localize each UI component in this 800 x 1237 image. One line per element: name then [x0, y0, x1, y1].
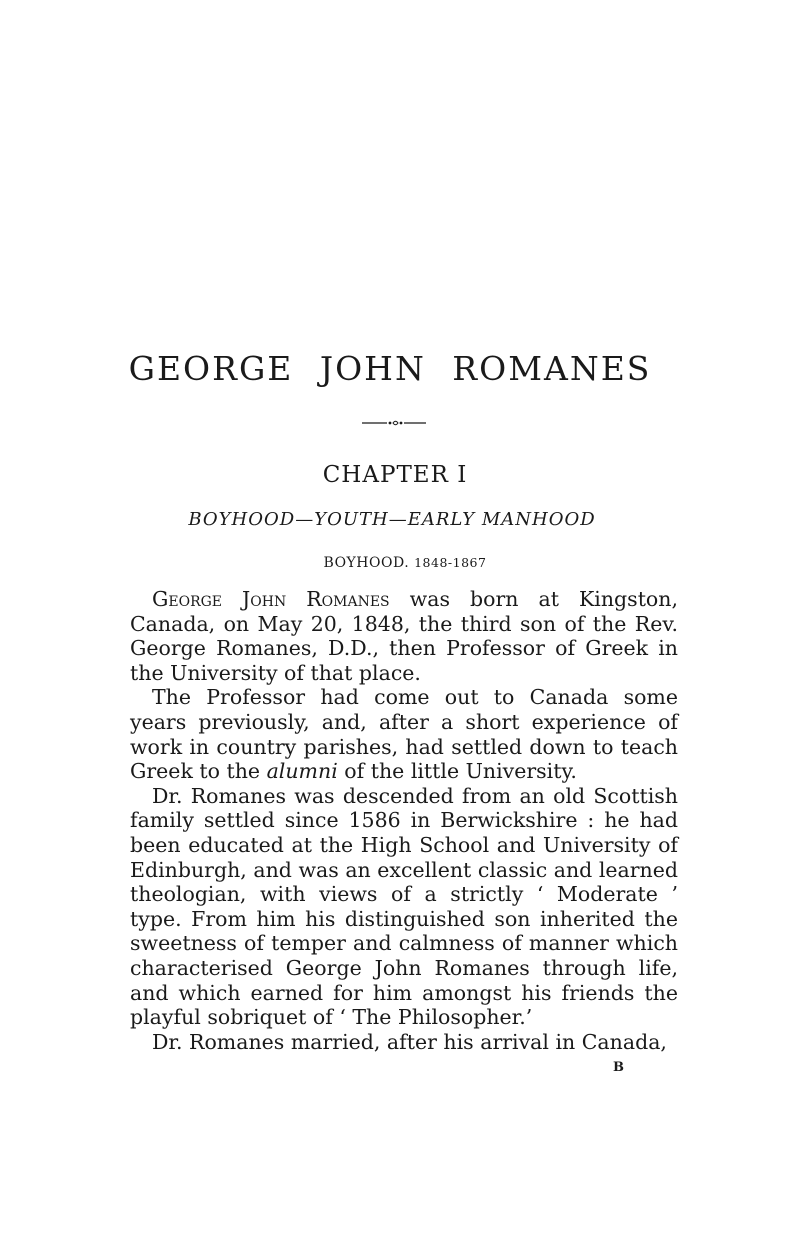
section-label: BOYHOOD.: [323, 555, 410, 571]
paragraph-2-after: of the little University.: [337, 759, 577, 784]
paragraph-4: Dr. Romanes married, after his arrival in Canada,: [152, 1029, 667, 1054]
paragraph-3: Dr. Romanes was descended from an old Scottish family settled since 1586 in Berwickshire : he had been educated at the High School and University of Edinburgh, and was an excellent classic and learned theologian, with views of a strictly ‘ Moderate ’ type. From him his distinguished son inherited the sweetness of temper and calmness of manner which characterised George John Romanes through life, and which earned for him amongst his friends the playful sobriquet of ‘ The Philosopher.’: [130, 783, 678, 1030]
paragraph-2-italic: alumni: [266, 759, 338, 784]
chapter-subtitle: BOYHOOD—YOUTH—EARLY MANHOOD: [188, 509, 596, 530]
paragraph-1-text: was born at Kingston, Canada, on May 20, 1848, the third son of the Rev. George Romanes, D.D., then Professor of Greek in the University of that place.: [130, 587, 678, 685]
subject-name: George John Romanes: [152, 587, 390, 611]
paragraph-2: [130, 685, 678, 783]
ornament-rule-icon: [362, 418, 426, 428]
paragraph-1: [130, 587, 678, 685]
body-text: [130, 587, 678, 1054]
paragraph-2-before: The Professor had come out to Canada some years previously, and, after a short experience of work in country parishes, had settled down to teach Greek to the: [130, 685, 678, 784]
chapter-heading: CHAPTER I: [322, 462, 468, 488]
book-title: GEORGE JOHN ROMANES: [128, 349, 652, 388]
section-heading: [0, 555, 800, 571]
section-years: 1848-1867: [414, 555, 487, 570]
signature-mark: B: [613, 1060, 625, 1075]
